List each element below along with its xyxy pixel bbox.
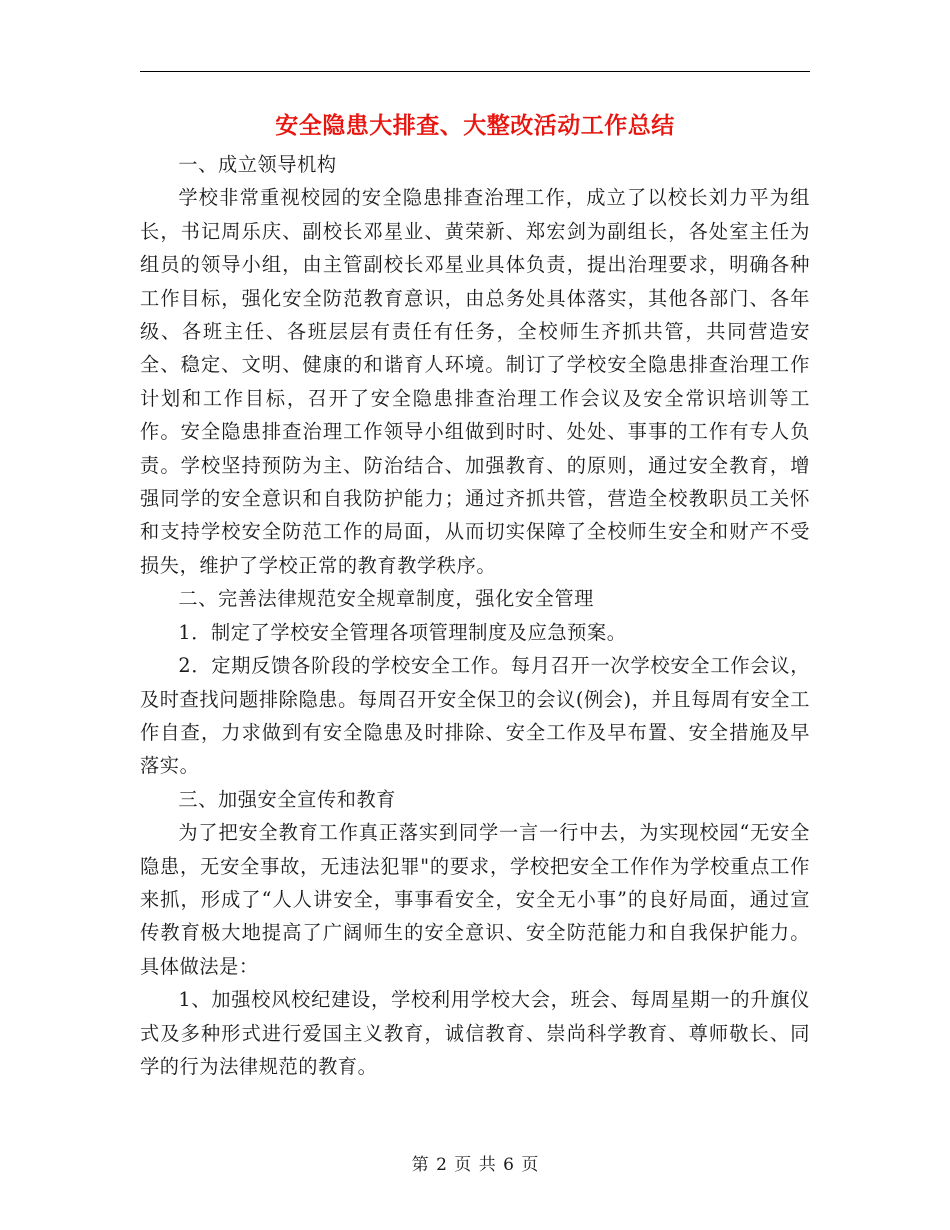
body-paragraph: 学校非常重视校园的安全隐患排查治理工作，成立了以校长刘力平为组长，书记周乐庆、副校长邓星业、黄荣新、郑宏剑为副组长，各处室主任为组员的领导小组，由主管副校长邓星业具体负责，提出治理要求，明确各种工作目标，强化安全防范教育意识，由总务处具体落实，其他各部门、各年级、各班主任、各班层层有责任有任务，全校师生齐抓共管，共同营造安全、稳定、文明、健康的和谐育人环境。制订了学校安全隐患排查治理工作计划和工作目标，召开了安全隐患排查治理工作会议及安全常识培训等工作。安全隐患排查治理工作领导小组做到时时、处处、事事的工作有专人负责。学校坚持预防为主、防治结合、加强教育、的原则，通过安全教育，增强同学的安全意识和自我防护能力；通过齐抓共管，营造全校教职员工关怀和支持学校安全防范工作的局面，从而切实保障了全校师生安全和财产不受损失，维护了学校正常的教育教学秩序。 xyxy=(140,186,810,577)
body-paragraph: 为了把安全教育工作真正落实到同学一言一行中去，为实现校园“无安全隐患，无安全事故，无违法犯罪"的要求，学校把安全工作作为学校重点工作来抓，形成了“人人讲安全，事事看安全，安全无小事”的良好局面，通过宣传教育极大地提高了广阔师生的安全意识、安全防范能力和自我保护能力。具体做法是： xyxy=(140,821,810,978)
section-heading-3: 三、加强安全宣传和教育 xyxy=(178,787,397,811)
page-number-footer: 第 2 页 共 6 页 xyxy=(411,1155,539,1175)
section-heading-2: 二、完善法律规范安全规章制度，强化安全管理 xyxy=(178,587,594,611)
list-item: 1．制定了学校安全管理各项管理制度及应急预案。 xyxy=(178,620,627,644)
section-heading-1: 一、成立领导机构 xyxy=(178,153,337,176)
header-rule xyxy=(140,71,810,72)
list-item: 2．定期反馈各阶段的学校安全工作。每月召开一次学校安全工作会议，及时查找问题排除隐患。每周召开安全保卫的会议(例会)，并且每周有安全工作自查，力求做到有安全隐患及时排除、安全工作及早布置、安全措施及早落实。 xyxy=(140,654,810,778)
document-title: 安全隐患大排查、大整改活动工作总结 xyxy=(275,112,675,139)
document-body xyxy=(140,148,810,1083)
list-item: 1、加强校风校纪建设，学校利用学校大会，班会、每周星期一的升旗仪式及多种形式进行爱国主义教育，诚信教育、崇尚科学教育、尊师敬长、同学的行为法律规范的教育。 xyxy=(140,988,810,1078)
